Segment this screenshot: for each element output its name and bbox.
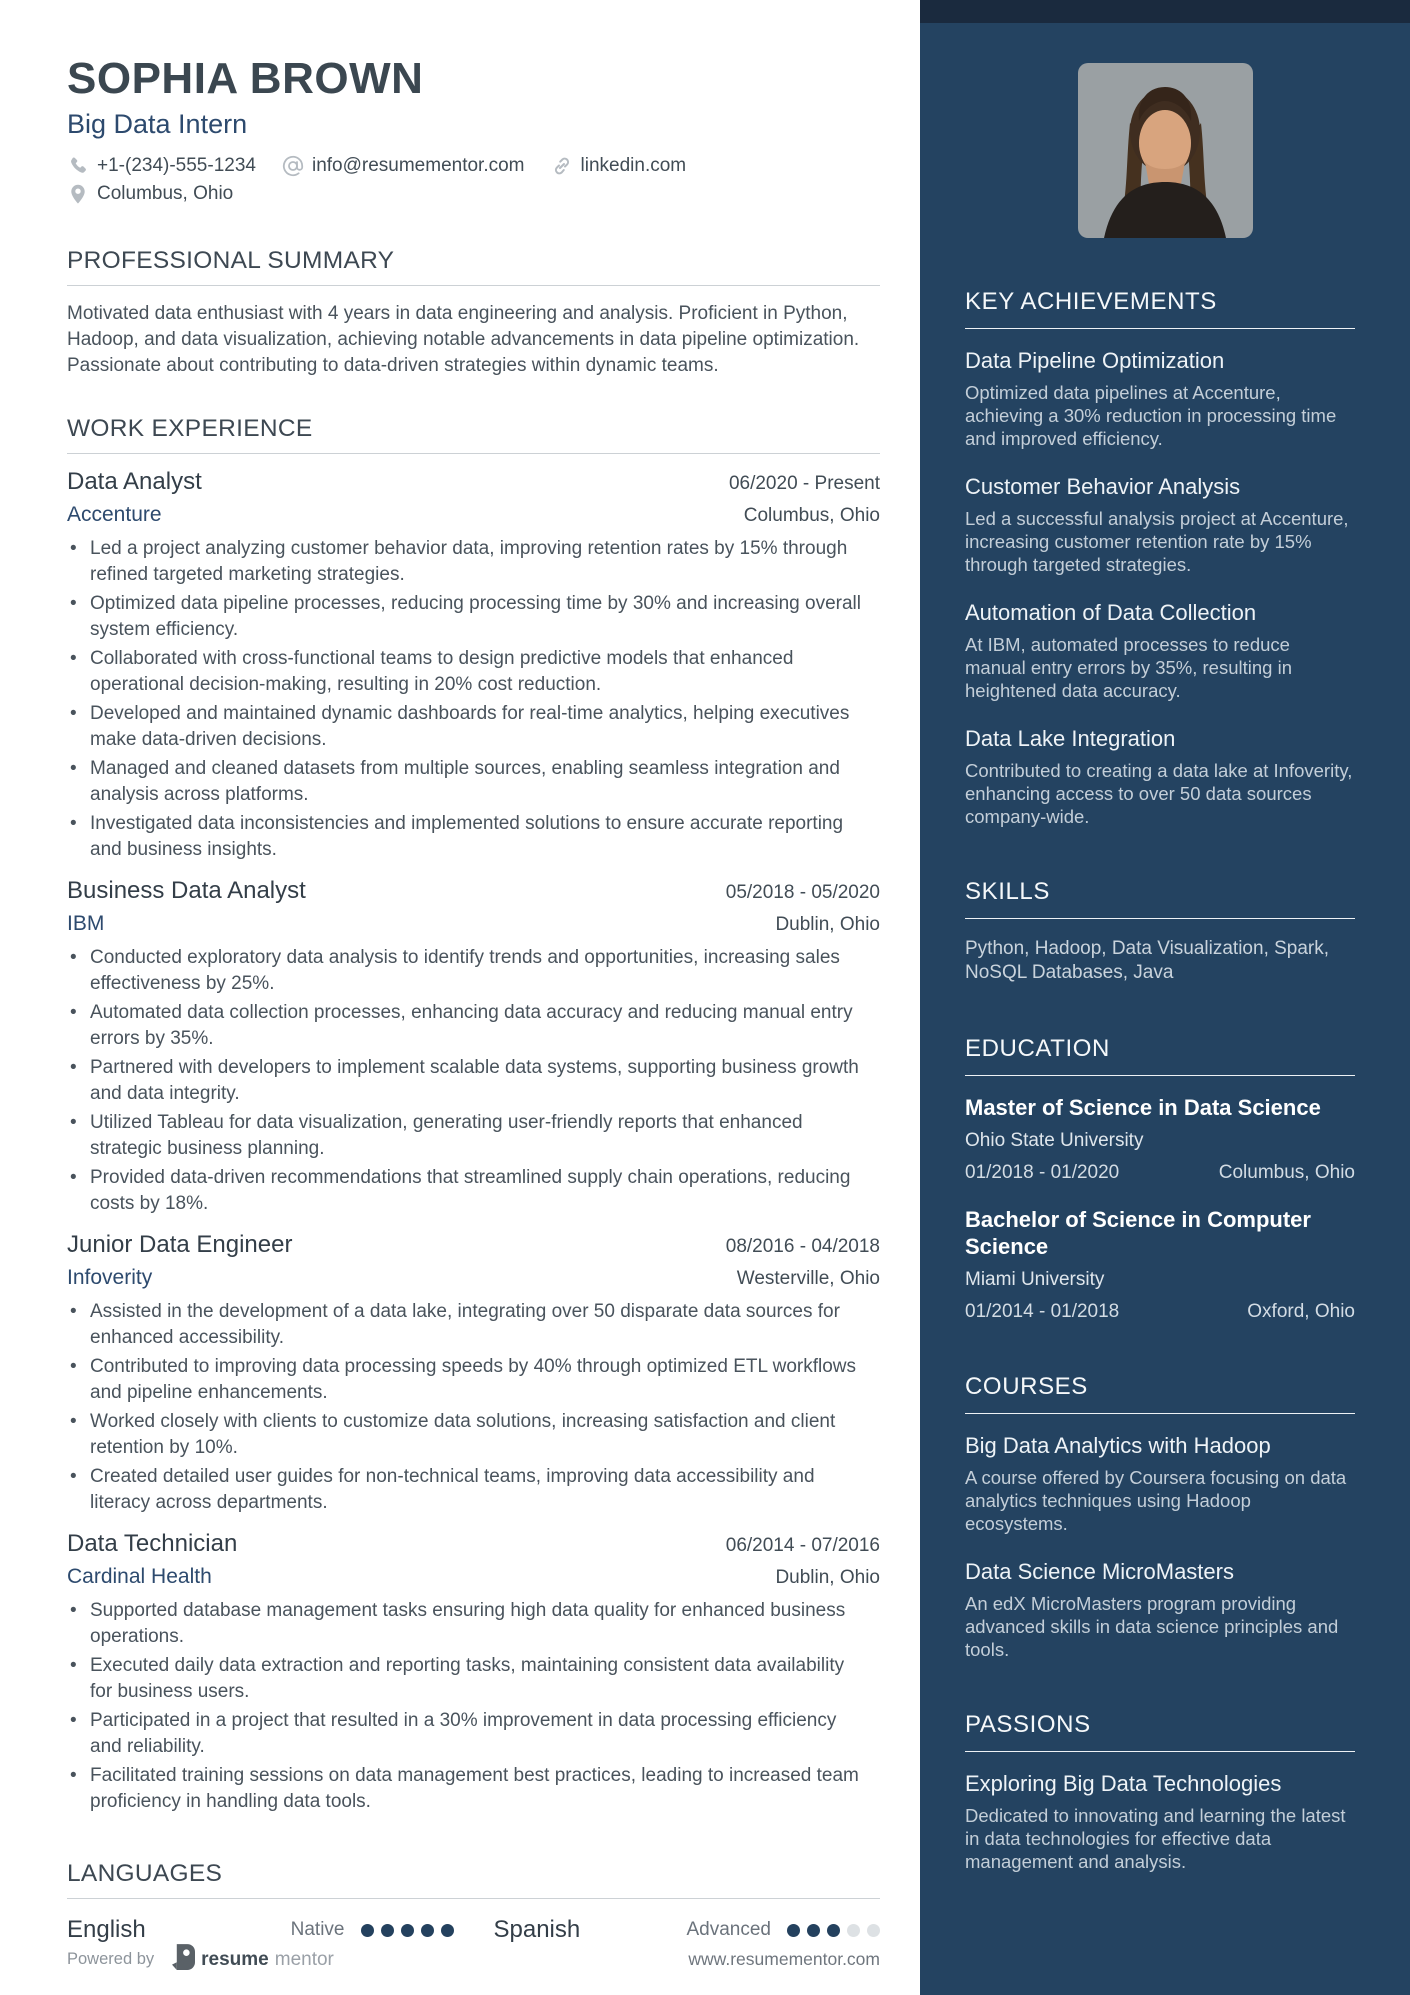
course-item: [965, 1558, 1355, 1661]
phone-link[interactable]: [67, 155, 256, 177]
bullet-item: • Managed and cleaned datasets from multiple sources, enabling seamless integration and analysis across platforms.: [67, 756, 867, 808]
education-item: [965, 1094, 1355, 1184]
achievement-description: Optimized data pipelines at Accenture, achieving a 30% reduction in processing time and improved efficiency.: [965, 382, 1337, 449]
achievement-title: Automation of Data Collection: [965, 600, 1257, 625]
languages-row: [67, 1916, 880, 1944]
passion-description: Dedicated to innovating and learning the latest in data technologies for effective data management and analysis.: [965, 1805, 1346, 1872]
location-item: [67, 183, 233, 205]
at-sign-icon: [282, 155, 304, 177]
job-title: Business Data Analyst: [67, 877, 306, 905]
email-address: info@resumementor.com: [311, 155, 525, 177]
resume-header: [67, 56, 880, 211]
education-dates: 01/2014 - 01/2018: [965, 1301, 1120, 1322]
powered-by-label: Powered by: [67, 1950, 155, 1969]
location-pin-icon: [67, 183, 89, 205]
job-bullets: [67, 536, 880, 863]
achievement-title: Data Pipeline Optimization: [965, 348, 1225, 373]
education-dates: 01/2018 - 01/2020: [965, 1162, 1120, 1183]
job-dates: 06/2014 - 07/2016: [725, 1535, 880, 1557]
course-item: [965, 1432, 1355, 1535]
language-level: Native: [290, 1919, 345, 1941]
job-title: Data Technician: [67, 1530, 238, 1558]
sidebar-top-strip: [920, 0, 1410, 23]
contact-info: [67, 155, 880, 205]
bullet-item: • Led a project analyzing customer behavior data, improving retention rates by 15% through refined targeted marketing strategies.: [67, 536, 867, 588]
language-proficiency-dots: [787, 1924, 880, 1937]
achievement-description: At IBM, automated processes to reduce manual entry errors by 35%, resulting in heightened data accuracy.: [965, 634, 1292, 701]
achievement-item: [965, 599, 1355, 702]
language-proficiency-dots: [361, 1924, 454, 1937]
bullet-item: • Collaborated with cross-functional teams to design predictive models that enhanced operational decision-making, resulting in 20% cost reduction.: [67, 646, 867, 698]
summary-heading: PROFESSIONAL SUMMARY: [67, 247, 395, 275]
job-company: Infoverity: [67, 1266, 153, 1290]
education-section: [965, 1035, 1355, 1323]
contact-row-1: [67, 155, 880, 177]
page-footer: [67, 1944, 880, 1975]
sidebar-divider: [965, 918, 1355, 919]
bullet-item: • Automated data collection processes, enhancing data accuracy and reducing manual entry errors by 35%.: [67, 1000, 867, 1052]
passions-heading: PASSIONS: [965, 1711, 1091, 1738]
brand-name-bold: resume: [201, 1948, 269, 1970]
language-level: Advanced: [686, 1919, 771, 1941]
sidebar: [920, 0, 1410, 1995]
bullet-item: • Worked closely with clients to customize data solutions, increasing satisfaction and client retention by 10%.: [67, 1409, 867, 1461]
location-text: Columbus, Ohio: [97, 183, 234, 205]
courses-heading: COURSES: [965, 1373, 1088, 1400]
sidebar-content: [920, 288, 1410, 1873]
profile-photo: [1078, 63, 1253, 238]
course-description: A course offered by Coursera focusing on data analytics techniques using Hadoop ecosystems.: [965, 1467, 1347, 1534]
bullet-item: • Supported database management tasks ensuring high data quality for enhanced business operations.: [67, 1598, 867, 1650]
degree-title: Bachelor of Science in Computer Science: [965, 1207, 1311, 1259]
bullet-item: • Facilitated training sessions on data management best practices, leading to increased team proficiency in handling data tools.: [67, 1763, 867, 1815]
section-divider: [67, 285, 880, 286]
bullet-item: • Provided data-driven recommendations that streamlined supply chain operations, reducing costs by 18%.: [67, 1165, 867, 1217]
phone-number: +1-(234)-555-1234: [97, 155, 256, 177]
job-bullets: [67, 1299, 880, 1516]
brand-logo: [172, 1944, 334, 1975]
summary-text: Motivated data enthusiast with 4 years in data engineering and analysis. Proficient in Python, Hadoop, and data visualization, achieving notable advancements in data pipeline optimization. Passionate about contributing to data-driven strategies within dynamic teams.: [67, 303, 860, 377]
language-item: [454, 1916, 881, 1944]
skills-section: [965, 878, 1355, 985]
job-entry: [67, 468, 880, 863]
achievement-item: [965, 473, 1355, 576]
sidebar-divider: [965, 1413, 1355, 1414]
experience-section: [67, 415, 880, 1824]
job-location: Dublin, Ohio: [775, 914, 880, 936]
candidate-name: SOPHIA BROWN: [67, 54, 424, 103]
course-title: Data Science MicroMasters: [965, 1559, 1234, 1584]
language-name: Spanish: [493, 1916, 581, 1944]
languages-heading: LANGUAGES: [67, 1860, 223, 1888]
passion-item: [965, 1770, 1355, 1873]
course-title: Big Data Analytics with Hadoop: [965, 1433, 1271, 1458]
course-description: An edX MicroMasters program providing advanced skills in data science principles and tools.: [965, 1593, 1339, 1660]
achievement-title: Customer Behavior Analysis: [965, 474, 1241, 499]
languages-section: [67, 1860, 880, 1944]
job-company: Accenture: [67, 503, 162, 527]
education-heading: EDUCATION: [965, 1035, 1110, 1062]
job-dates: 05/2018 - 05/2020: [725, 882, 880, 904]
achievement-item: [965, 347, 1355, 450]
bullet-item: • Assisted in the development of a data lake, integrating over 50 disparate data sources for enhanced accessibility.: [67, 1299, 867, 1351]
bullet-item: • Utilized Tableau for data visualization, generating user-friendly reports that enhanced strategic business planning.: [67, 1110, 867, 1162]
job-company: Cardinal Health: [67, 1565, 212, 1589]
brand-logo-icon: [172, 1944, 195, 1975]
section-divider: [67, 1898, 880, 1899]
education-item: [965, 1206, 1355, 1323]
job-company: IBM: [67, 912, 105, 936]
email-link[interactable]: [282, 155, 525, 177]
school-name: Miami University: [965, 1269, 1105, 1290]
job-location: Dublin, Ohio: [775, 1567, 880, 1589]
job-entry: [67, 877, 880, 1217]
photo-wrap: [920, 63, 1410, 238]
bullet-item: • Optimized data pipeline processes, reducing processing time by 30% and increasing overall system efficiency.: [67, 591, 867, 643]
job-bullets: [67, 945, 880, 1217]
bullet-item: • Developed and maintained dynamic dashboards for real-time analytics, helping executives make data-driven decisions.: [67, 701, 867, 753]
brand-name-light: mentor: [274, 1948, 334, 1970]
summary-section: [67, 247, 880, 379]
candidate-title: Big Data Intern: [67, 109, 248, 140]
linkedin-link[interactable]: [551, 155, 687, 177]
footer-branding: [67, 1944, 334, 1975]
contact-row-2: [67, 183, 880, 205]
achievement-title: Data Lake Integration: [965, 726, 1176, 751]
job-title: Junior Data Engineer: [67, 1231, 293, 1259]
bullet-item: • Contributed to improving data processing speeds by 40% through optimized ETL workflows and pipeline enhancements.: [67, 1354, 867, 1406]
job-entry: [67, 1231, 880, 1516]
achievement-item: [965, 725, 1355, 828]
job-dates: 08/2016 - 04/2018: [725, 1236, 880, 1258]
courses-section: [965, 1373, 1355, 1661]
phone-icon: [67, 155, 89, 177]
job-location: Columbus, Ohio: [743, 505, 880, 527]
skills-heading: SKILLS: [965, 878, 1050, 905]
experience-heading: WORK EXPERIENCE: [67, 415, 313, 443]
bullet-item: • Conducted exploratory data analysis to identify trends and opportunities, increasing sales effectiveness by 25%.: [67, 945, 867, 997]
job-entry: [67, 1530, 880, 1815]
bullet-item: • Created detailed user guides for non-technical teams, improving data accessibility and literacy across departments.: [67, 1464, 867, 1516]
education-location: Columbus, Ohio: [1218, 1162, 1355, 1183]
bullet-item: • Investigated data inconsistencies and implemented solutions to ensure accurate reporting and business insights.: [67, 811, 867, 863]
link-icon: [551, 155, 573, 177]
footer-url-link[interactable]: www.resumementor.com: [688, 1949, 880, 1970]
passion-title: Exploring Big Data Technologies: [965, 1771, 1282, 1796]
bullet-item: • Executed daily data extraction and reporting tasks, maintaining consistent data availability for business users.: [67, 1653, 867, 1705]
skills-list: Python, Hadoop, Data Visualization, Spark, NoSQL Databases, Java: [965, 938, 1330, 983]
achievement-description: Led a successful analysis project at Accenture, increasing customer retention rate by 15% through targeted strategies.: [965, 508, 1349, 575]
language-item: [67, 1916, 454, 1944]
language-name: English: [67, 1916, 146, 1944]
website-text: linkedin.com: [580, 155, 687, 177]
achievements-section: [965, 288, 1355, 828]
degree-title: Master of Science in Data Science: [965, 1095, 1321, 1120]
sidebar-divider: [965, 328, 1355, 329]
bullet-item: • Participated in a project that resulted in a 30% improvement in data processing efficiency and reliability.: [67, 1708, 867, 1760]
school-name: Ohio State University: [965, 1130, 1144, 1151]
section-divider: [67, 453, 880, 454]
job-location: Westerville, Ohio: [736, 1268, 880, 1290]
achievement-description: Contributed to creating a data lake at Infoverity, enhancing access to over 50 data sources company-wide.: [965, 760, 1353, 827]
achievements-heading: KEY ACHIEVEMENTS: [965, 288, 1217, 315]
job-bullets: [67, 1598, 880, 1815]
job-dates: 06/2020 - Present: [728, 473, 880, 495]
passions-section: [965, 1711, 1355, 1873]
education-location: Oxford, Ohio: [1247, 1301, 1355, 1322]
sidebar-divider: [965, 1075, 1355, 1076]
bullet-item: • Partnered with developers to implement scalable data systems, supporting business growth and data integrity.: [67, 1055, 867, 1107]
sidebar-divider: [965, 1751, 1355, 1752]
job-title: Data Analyst: [67, 468, 202, 496]
